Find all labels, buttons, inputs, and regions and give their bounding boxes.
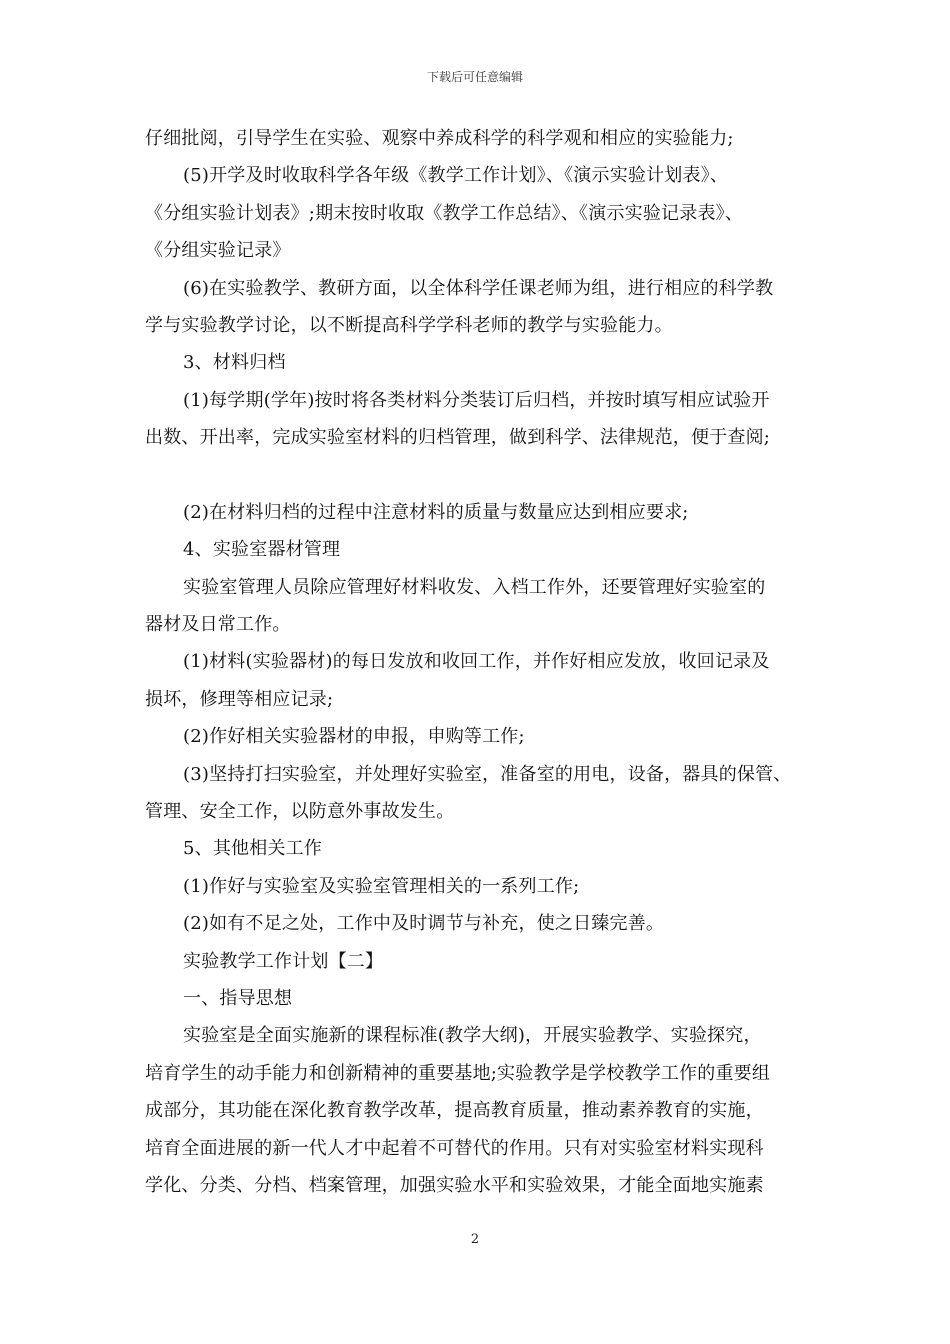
page-number: 2 [470, 1232, 480, 1247]
body-line: 《分组实验记录》 [145, 240, 291, 262]
body-line: (2)作好相关实验器材的申报，申购等工作; [183, 726, 525, 748]
body-line: 损坏，修理等相应记录; [145, 688, 334, 710]
body-line: 实验室管理人员除应管理好材料收发、入档工作外，还要管理好实验室的 [183, 576, 766, 598]
section-heading: 3、材料归档 [183, 352, 286, 374]
body-line: 培育全面进展的新一代人才中起着不可替代的作用。只有对实验室材料实现科 [145, 1137, 764, 1159]
page-header: 下载后可任意编辑 [426, 70, 523, 84]
body-line: 成部分，其功能在深化教育教学改革，提高教育质量，推动素养教育的实施， [145, 1100, 764, 1122]
body-line: 学与实验教学讨论，以不断提高科学学科老师的教学与实验能力。 [145, 314, 673, 336]
body-line: 学化、分类、分档、档案管理，加强实验水平和实验效果，才能全面地实施素 [145, 1174, 764, 1196]
body-line: (6)在实验教学、教研方面，以全体科学任课老师为组，进行相应的科学教 [183, 277, 774, 299]
document-body [145, 120, 817, 1204]
body-line: (2)如有不足之处，工作中及时调节与补充，使之日臻完善。 [183, 913, 665, 935]
body-line: (1)材料(实验器材)的每日发放和收回工作，并作好相应发放，收回记录及 [183, 651, 770, 673]
body-line: 培育学生的动手能力和创新精神的重要基地;实验教学是学校教学工作的重要组 [145, 1062, 771, 1084]
body-line: 《分组实验计划表》;期末按时收取《教学工作总结》、《演示实验记录表》、 [145, 202, 744, 224]
section-heading: 一、指导思想 [183, 987, 293, 1009]
body-line: (1)作好与实验室及实验室管理相关的一系列工作; [183, 875, 580, 897]
body-line: (2)在材料归档的过程中注意材料的质量与数量应达到相应要求; [183, 501, 689, 523]
section-title: 实验教学工作计划【二】 [183, 950, 384, 972]
body-line: 仔细批阅，引导学生在实验、观察中养成科学的科学观和相应的实验能力; [145, 128, 734, 149]
blank-line [145, 457, 817, 494]
body-line: 器材及日常工作。 [145, 614, 291, 636]
section-heading: 5、其他相关工作 [183, 838, 323, 860]
body-line: 实验室是全面实施新的课程标准(教学大纲)，开展实验教学、实验探究， [183, 1025, 762, 1047]
body-line: 管理、安全工作，以防意外事故发生。 [145, 801, 455, 823]
body-line: (5)开学及时收取科学各年级《教学工作计划》、《演示实验计划表》、 [183, 165, 729, 187]
body-line: 出数、开出率，完成实验室材料的归档管理，做到科学、法律规范，便于查阅; [145, 427, 771, 449]
section-heading: 4、实验室器材管理 [183, 539, 341, 561]
body-line: (3)坚持打扫实验室，并处理好实验室，准备室的用电，设备，器具的保管、 [183, 763, 792, 785]
body-line: (1)每学期(学年)按时将各类材料分类装订后归档，并按时填写相应试验开 [183, 389, 770, 411]
